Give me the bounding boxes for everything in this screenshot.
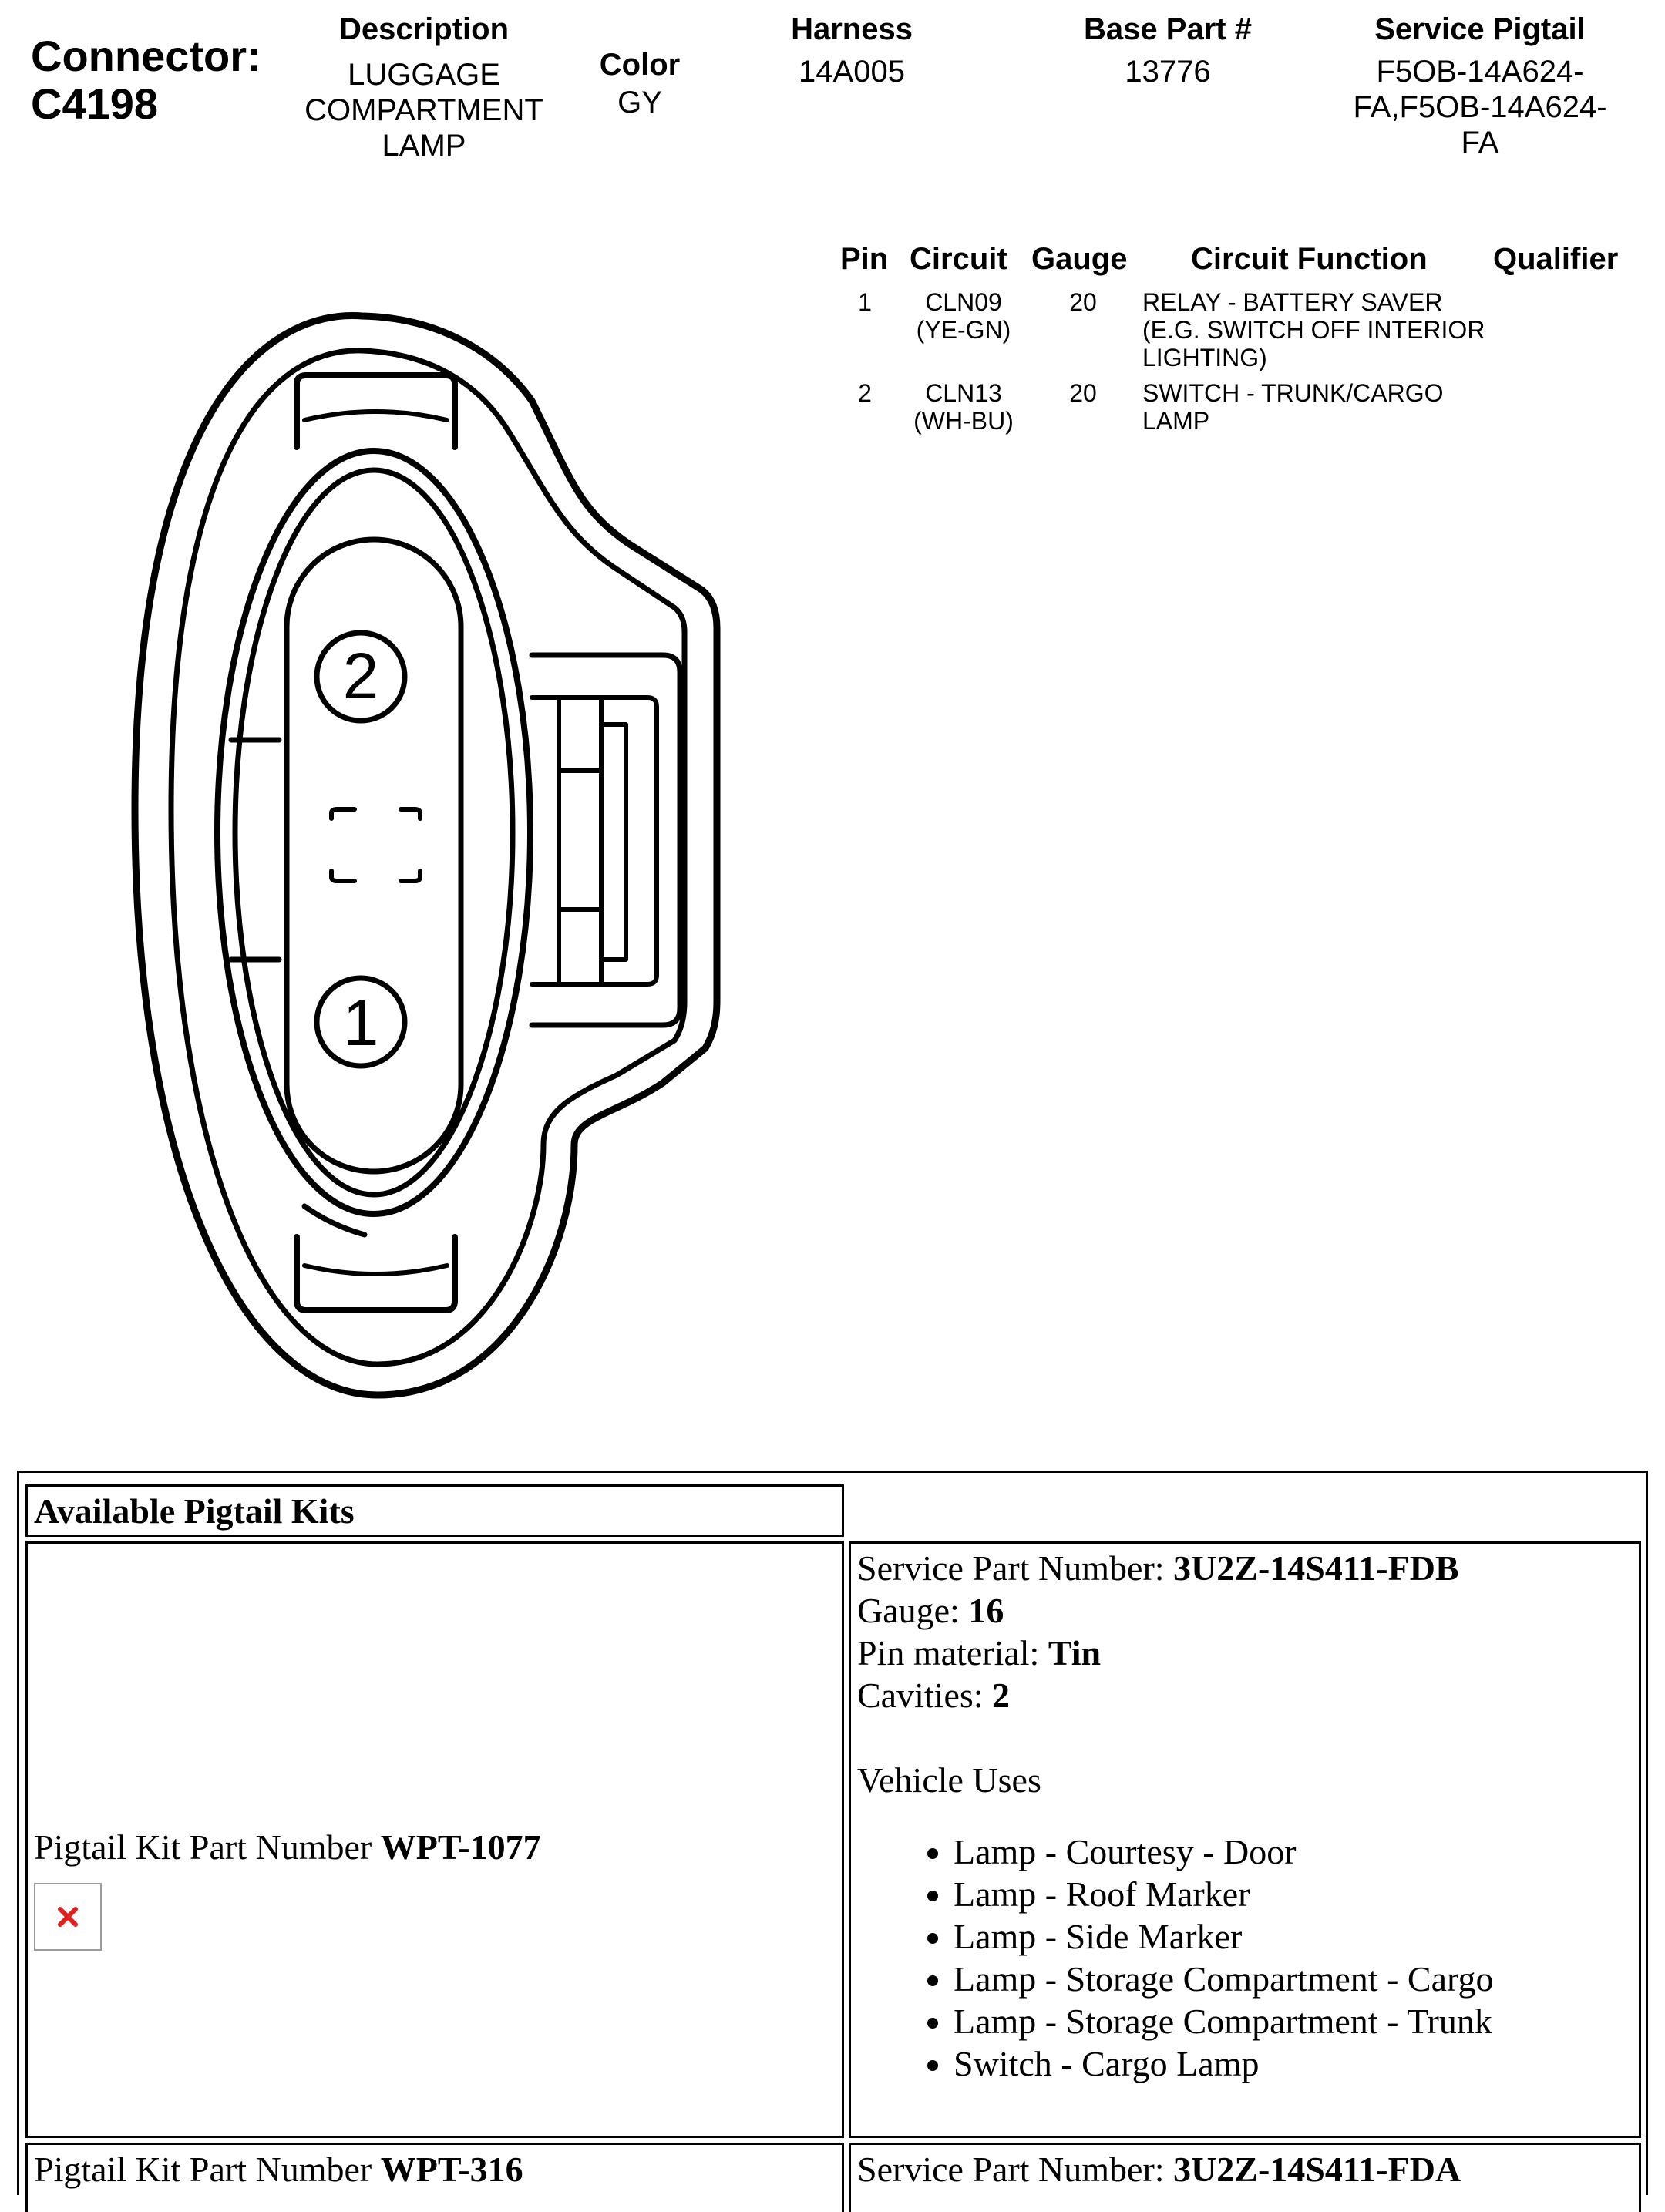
- kit-1-vehicle-uses-label: Vehicle Uses: [857, 1760, 1041, 1800]
- center-latch-marks: [331, 809, 420, 881]
- service-pigtail-column: [1318, 12, 1642, 160]
- pin-1-function: RELAY - BATTERY SAVER (E.G. SWITCH OFF INTERIOR LIGHTING): [1142, 288, 1485, 371]
- color-title: Color: [599, 48, 681, 82]
- pigtail-kits-table: [17, 1471, 1648, 2195]
- base-part-value: 13776: [1125, 55, 1211, 89]
- list-item: • Lamp - Courtesy - Door: [954, 1830, 1639, 1873]
- pin-2-gauge: 20: [1069, 379, 1097, 407]
- description-column: [285, 12, 563, 163]
- connector-label-block: [31, 32, 261, 128]
- pin-1-number: 1: [858, 288, 872, 316]
- connector-id: C4198: [31, 79, 159, 128]
- qualifier-header: Qualifier: [1493, 242, 1619, 276]
- kit-2-service-part: Service Part Number: 3U2Z-14S411-FDA: [857, 2150, 1462, 2189]
- pin-2-number: 2: [858, 379, 872, 407]
- harness-value: 14A005: [799, 55, 905, 89]
- pin-header: Pin: [840, 242, 889, 276]
- connector-latch-window: [532, 698, 657, 984]
- circuit-header: Circuit: [910, 242, 1007, 276]
- kit-1-image: [34, 1883, 102, 1951]
- connector-label: Connector:: [31, 32, 261, 80]
- pin-1-circuit: CLN09 (YE-GN): [916, 288, 1011, 344]
- description-title: Description: [338, 12, 510, 46]
- broken-image-icon: [55, 1904, 81, 1930]
- pin-2-circuit: CLN13 (WH-BU): [913, 379, 1014, 435]
- kit-1-service-part: Service Part Number: 3U2Z-14S411-FDB: [857, 1548, 1459, 1588]
- base-part-column: [1041, 12, 1295, 89]
- kit-1-vehicle-uses-list: [857, 1830, 1639, 2085]
- connector-face-diagram: [123, 308, 725, 1403]
- harness-title: Harness: [791, 12, 913, 46]
- service-pigtail-value: F5OB-14A624- FA,F5OB-14A624- FA: [1353, 55, 1607, 160]
- pin-2-label: 2: [342, 640, 379, 712]
- pin-1-gauge: 20: [1069, 288, 1097, 316]
- pin-cavity-outer: [217, 451, 530, 1214]
- kit-2-details-cell: [849, 2143, 1641, 2212]
- list-item: • Lamp - Side Marker: [954, 1915, 1639, 1958]
- harness-column: [740, 12, 964, 89]
- kit-1-info-cell: [25, 1541, 844, 2138]
- kit-2-info-cell: [25, 2143, 844, 2212]
- list-item: • Lamp - Roof Marker: [954, 1873, 1639, 1915]
- color-value: GY: [617, 86, 662, 119]
- pin-2-function: SWITCH - TRUNK/CARGO LAMP: [1142, 379, 1444, 435]
- kit-1-details-cell: [849, 1541, 1641, 2138]
- gauge-header: Gauge: [1031, 242, 1128, 276]
- connector-outer-housing: [135, 316, 717, 1395]
- circuit-function-header: Circuit Function: [1191, 242, 1428, 276]
- kit-1-part-number: WPT-1077: [380, 1827, 541, 1867]
- pin-cavity-mid: [235, 470, 513, 1195]
- kit-1-part-line: Pigtail Kit Part Number WPT-1077: [34, 1827, 541, 1867]
- list-item: • Switch - Cargo Lamp: [954, 2042, 1639, 2085]
- kit-2-part-line: Pigtail Kit Part Number WPT-316: [34, 2150, 523, 2189]
- description-value: LUGGAGE COMPARTMENT LAMP: [304, 58, 543, 163]
- kit-1-gauge: Gauge: 16: [857, 1591, 1004, 1630]
- kit-1-cavities: Cavities: 2: [857, 1676, 1011, 1715]
- kit-2-part-number: WPT-316: [380, 2150, 523, 2189]
- color-column: [563, 48, 717, 120]
- kits-title: Available Pigtail Kits: [25, 1484, 844, 1537]
- list-item: • Lamp - Storage Compartment - Trunk: [954, 2000, 1639, 2042]
- pin-1-label: 1: [342, 987, 379, 1059]
- base-part-title: Base Part #: [1084, 12, 1252, 46]
- list-item: • Lamp - Storage Compartment - Cargo: [954, 1958, 1639, 2000]
- kit-1-pin-material: Pin material: Tin: [857, 1633, 1102, 1672]
- service-pigtail-title: Service Pigtail: [1374, 12, 1586, 46]
